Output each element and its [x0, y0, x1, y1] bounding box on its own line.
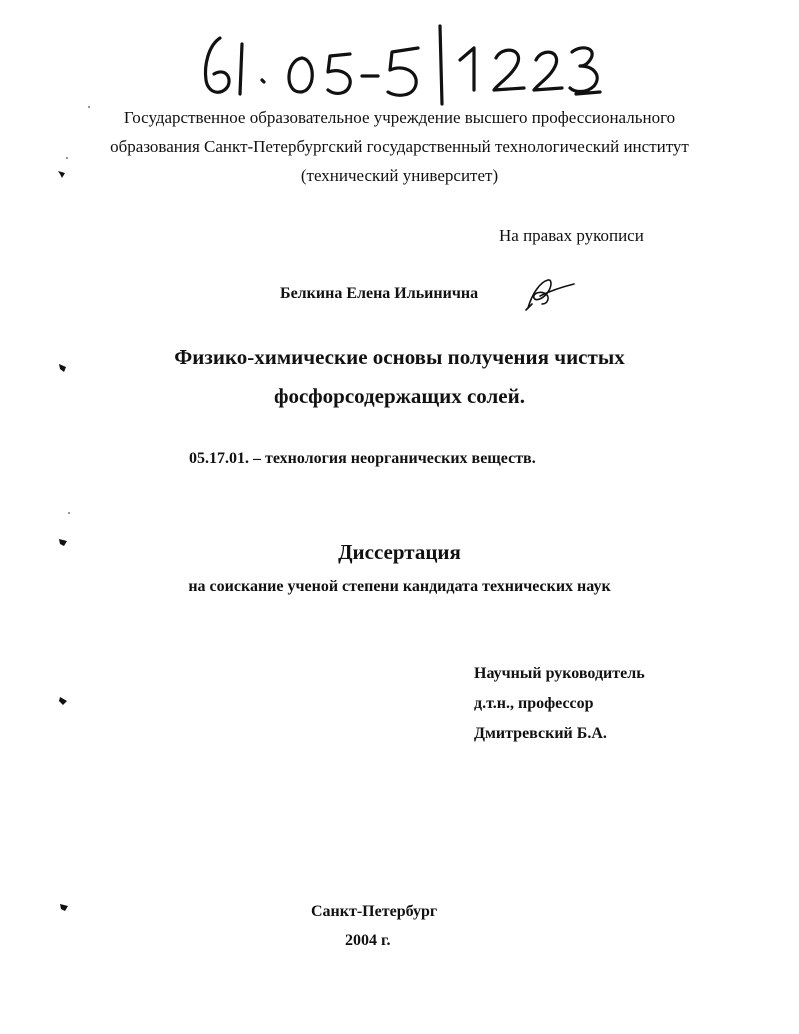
institution-line-1: Государственное образовательное учреждение высшего профессионального [123, 108, 676, 127]
supervisor-rank: д.т.н., профессор [474, 695, 594, 712]
dissertation-title-line-2: фосфорсодержащих солей. [274, 384, 525, 408]
institution-line-3: (технический университет) [300, 166, 499, 185]
document-type: Диссертация [338, 540, 461, 564]
year: 2004 г. [345, 932, 391, 949]
binding-mark-icon [56, 168, 68, 180]
scan-speck [88, 106, 90, 108]
supervisor-name: Дмитревский Б.А. [474, 725, 607, 742]
rights-note: На правах рукописи [499, 226, 644, 245]
institution-line-2: образования Санкт-Петербургский государственный технологический институт [110, 137, 689, 156]
supervisor-role: Научный руководитель [474, 665, 645, 682]
signature-icon [522, 274, 578, 314]
binding-mark-icon [57, 362, 69, 374]
scan-speck [68, 512, 70, 514]
binding-mark-icon [58, 901, 70, 913]
binding-mark-icon [57, 695, 69, 707]
archive-number-text: 61 05-5/1223 [190, 18, 196, 19]
scan-speck [66, 157, 68, 159]
dissertation-title-line-1: Физико-химические основы получения чистых [174, 345, 625, 369]
city: Санкт-Петербург [311, 903, 438, 920]
author-name: Белкина Елена Ильинична [280, 285, 479, 302]
archive-number-handwritten [190, 18, 620, 108]
binding-mark-icon [57, 536, 69, 548]
degree-line: на соискание ученой степени кандидата технических наук [188, 578, 611, 595]
specialty-code: 05.17.01. – технология неорганических веществ. [189, 450, 536, 467]
